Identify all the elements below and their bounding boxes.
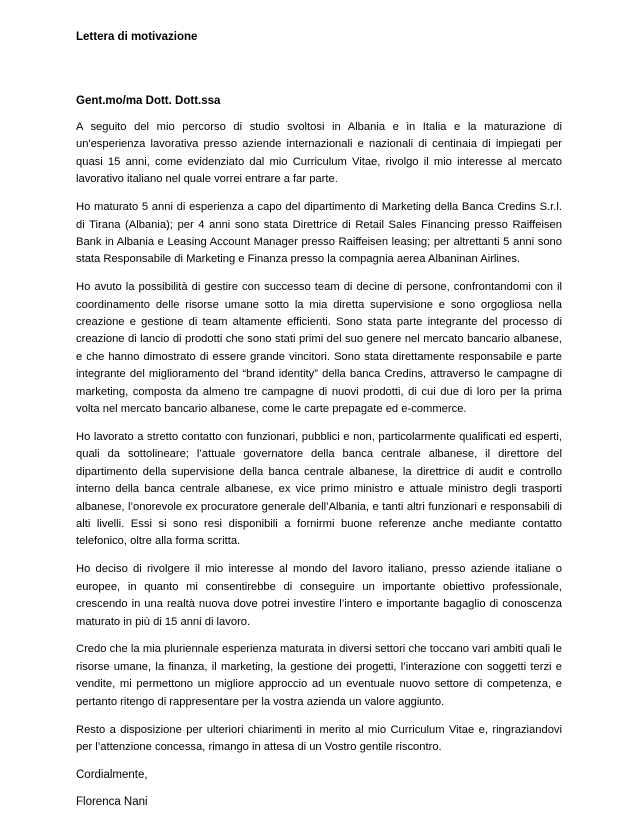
paragraph-4: Ho lavorato a stretto contatto con funzionari, pubblici e non, particolarmente qualificati ed esperti, quali da sottolineare; l’attuale governatore della banca centrale albanese, il direttore del dipartimento della supervisione della banca centrale albanese, la direttrice di audit e controllo interno della banca centrale albanese, ex vice primo ministro e attuale ministro degli trasporti albanese, l’onorevole ex procuratore generale dell’Albania, e tanti altri funzionari e responsabili di alti livelli. Essi si sono resi disponibili a fornirmi buone referenze anche mediante contatto telefonico, oltre alla forma scritta. bbox=[76, 431, 562, 548]
paragraph-3: Ho avuto la possibilità di gestire con successo team di decine di persone, confrontandomi con il coordinamento delle risorse umane sotto la mia diretta supervisione e sono orgogliosa nella creazione e gestione di team altamente efficienti. Sono stata parte integrante del processo di creazione di lancio di prodotti che sono stati primi del suo genere nel mercato bancario albanese, e che hanno dimostrato di essere grande vincitori. Sono stata direttamente responsabile e parte integrante del miglioramento del “brand identity” della banca Credins, attraverso le campagne di marketing, composta da almeno tre campagne di nuovi prodotti, di cui due di loro per la prima volta nel mercato bancario albanese, come le carte prepagate ed e-commerce. bbox=[76, 281, 562, 416]
document-title: Lettera di motivazione bbox=[76, 31, 198, 43]
paragraph-7: Resto a disposizione per ulteriori chiarimenti in merito al mio Curriculum Vitae e, ringraziandovi per l’attenzione concessa, rimango in attesa di un Vostro gentile riscontro. bbox=[76, 723, 562, 753]
paragraph-2: Ho maturato 5 anni di esperienza a capo del dipartimento di Marketing della Banca Credins S.r.l. di Tirana (Albania); per 4 anni sono stata Direttrice di Retail Sales Financing presso Raiffeisen Bank in Albania e Leasing Account Manager presso Raiffeisen leasing; per altrettanti 5 anni sono stata Responsabile di Marketing e Finanza presso la compagnia aerea Albaninan Airlines. bbox=[76, 201, 562, 266]
paragraph-6: Credo che la mia pluriennale esperienza maturata in diversi settori che toccano vari ambiti quali le risorse umane, la finanza, il marketing, la gestione dei progetti, l’interazione con soggetti terzi e vendite, mi permettono un migliore approccio ad un eventuale nuovo settore di competenza, e pertanto ritengo di rappresentare per la vostra azienda un valore aggiunto. bbox=[76, 643, 562, 708]
signature: Florenca Nani bbox=[76, 795, 148, 808]
letter-body bbox=[76, 29, 562, 821]
paragraph-1: A seguito del mio percorso di studio svoltosi in Albania e in Italia e la maturazione di un'esperienza lavorativa presso aziende internazionali e nazionali di centinaia di impiegati per quasi 15 anni, come evidenziato dal mio Curriculum Vitae, rivolgo il mio interesse al mercato lavorativo italiano nel quale vorrei entrare a far parte. bbox=[76, 121, 562, 186]
paragraph-5: Ho deciso di rivolgere il mio interesse al mondo del lavoro italiano, presso aziende italiane o europee, in quanto mi consentirebbe di conseguire un importante obiettivo professionale, crescendo in una realtà nuova dove potrei investire l’intero e importante bagaglio di conoscenza maturato in più di 15 anni di lavoro. bbox=[76, 563, 562, 628]
closing: Cordialmente, bbox=[76, 768, 148, 781]
salutation: Gent.mo/ma Dott. Dott.ssa bbox=[76, 95, 221, 107]
